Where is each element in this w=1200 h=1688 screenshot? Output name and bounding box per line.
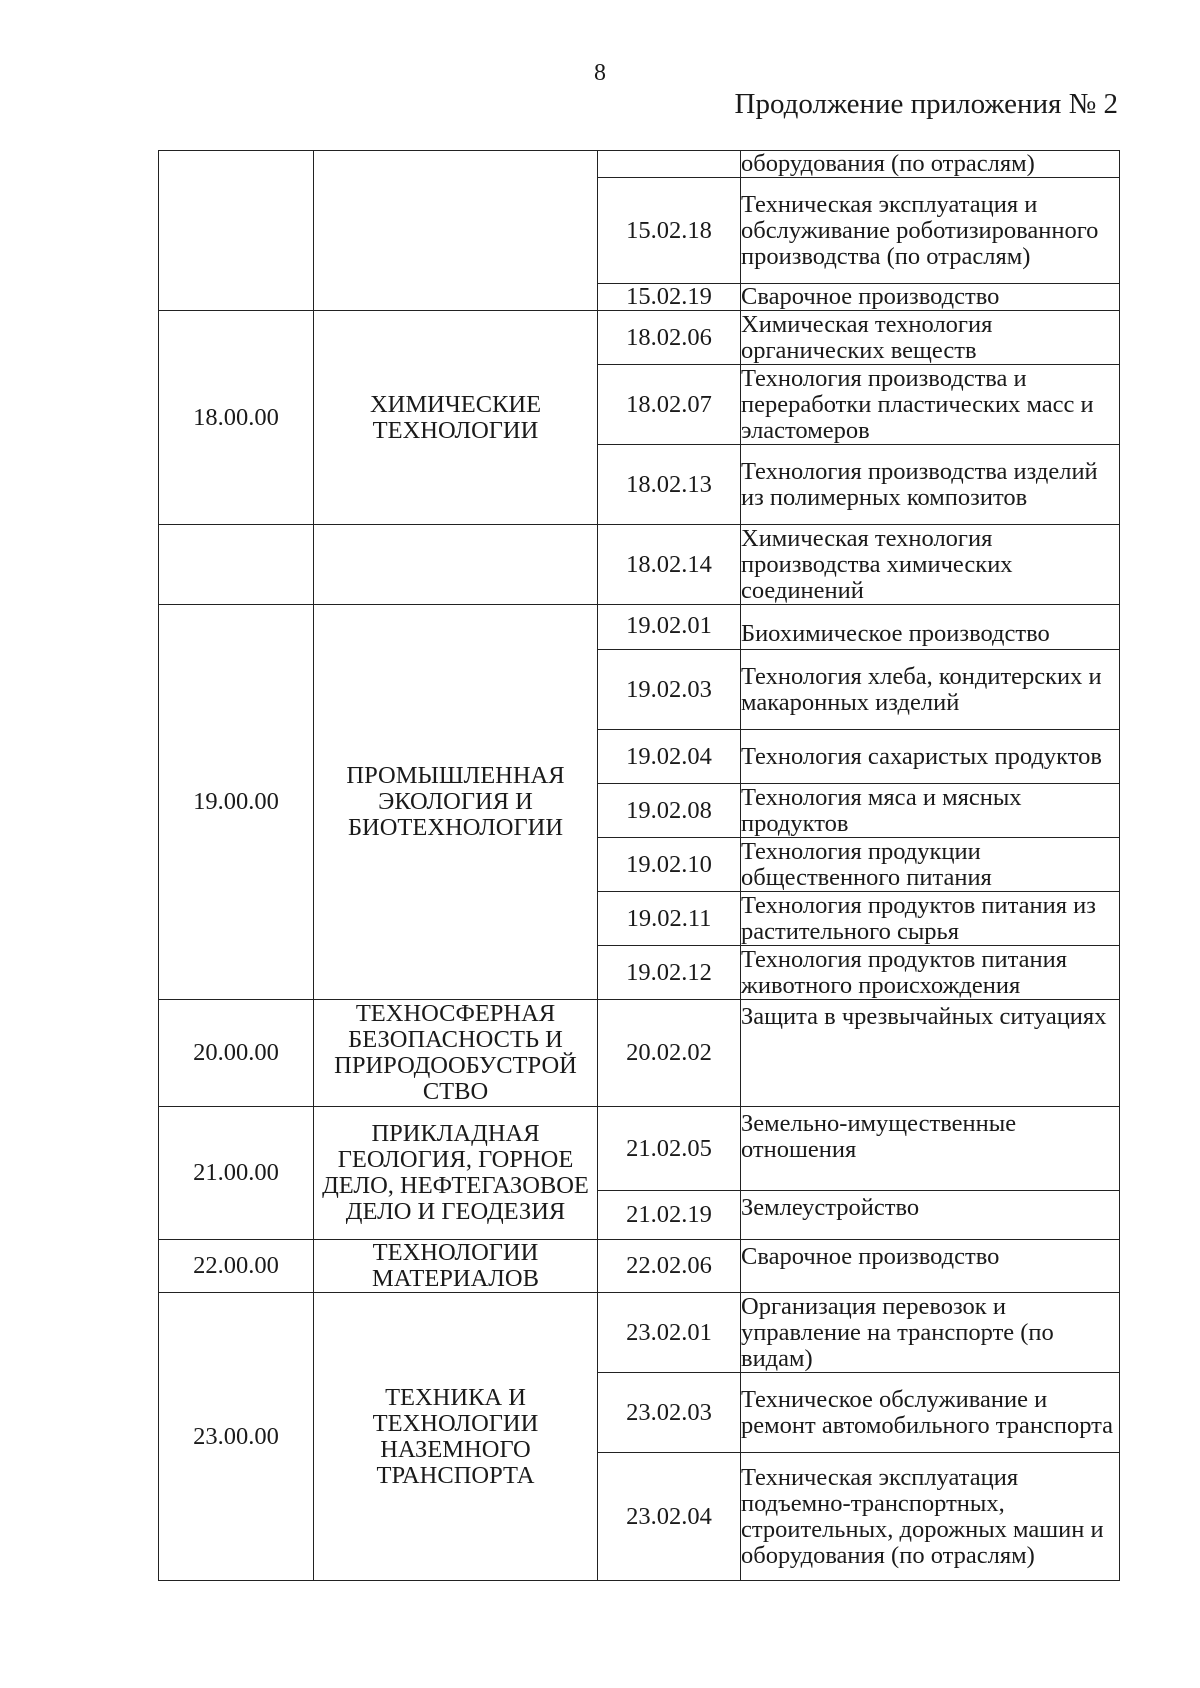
group-name-cell: ХИМИЧЕСКИЕ ТЕХНОЛОГИИ [314, 311, 598, 525]
group-code-cell: 18.00.00 [159, 311, 314, 525]
group-code-cell [159, 525, 314, 605]
specialty-name-cell: Сварочное производство [741, 1240, 1120, 1293]
specialty-name-cell: Технология мяса и мясных продуктов [741, 784, 1120, 838]
group-code-cell: 21.00.00 [159, 1107, 314, 1240]
table-row [159, 311, 1120, 365]
table-row [159, 605, 1120, 650]
table-row [159, 1240, 1120, 1293]
specialty-code-cell: 20.02.02 [598, 1000, 741, 1107]
specialty-code-cell: 15.02.18 [598, 178, 741, 284]
group-code-cell: 19.00.00 [159, 605, 314, 1000]
table-row [159, 1293, 1120, 1373]
specialty-code-cell: 18.02.06 [598, 311, 741, 365]
specialty-name-cell: Организация перевозок и управление на транспорте (по видам) [741, 1293, 1120, 1373]
specialty-name-cell: Техническая эксплуатация и обслуживание роботизированного производства (по отраслям) [741, 178, 1120, 284]
specialty-name-cell: Химическая технология производства химических соединений [741, 525, 1120, 605]
specialty-name-cell: Техническая эксплуатация подъемно-транспортных, строительных, дорожных машин и оборудования (по отраслям) [741, 1453, 1120, 1581]
specialty-code-cell: 21.02.19 [598, 1191, 741, 1240]
specialty-code-cell: 19.02.04 [598, 730, 741, 784]
specialty-code-cell: 19.02.11 [598, 892, 741, 946]
specialty-code-cell: 18.02.07 [598, 365, 741, 445]
specialty-code-cell: 23.02.01 [598, 1293, 741, 1373]
group-code-cell: 20.00.00 [159, 1000, 314, 1107]
specialty-name-cell: Технология производства и переработки пластических масс и эластомеров [741, 365, 1120, 445]
group-name-cell [314, 525, 598, 605]
specialty-code-cell [598, 151, 741, 178]
specialty-code-cell: 19.02.03 [598, 650, 741, 730]
group-code-cell [159, 151, 314, 311]
specialty-code-cell: 18.02.14 [598, 525, 741, 605]
specialty-name-cell: Химическая технология органических веществ [741, 311, 1120, 365]
table-row [159, 151, 1120, 178]
specialty-name-cell: Технология продуктов питания животного происхождения [741, 946, 1120, 1000]
group-name-cell: ТЕХНОСФЕРНАЯ БЕЗОПАСНОСТЬ И ПРИРОДООБУСТРОЙ СТВО [314, 1000, 598, 1107]
specialty-code-cell: 23.02.03 [598, 1373, 741, 1453]
group-code-cell: 23.00.00 [159, 1293, 314, 1581]
table-row [159, 1000, 1120, 1107]
specialty-name-cell: Технология продуктов питания из растительного сырья [741, 892, 1120, 946]
specialty-name-cell: Защита в чрезвычайных ситуациях [741, 1000, 1120, 1107]
specialty-code-cell: 19.02.08 [598, 784, 741, 838]
specialty-name-cell: Технология производства изделий из полимерных композитов [741, 445, 1120, 525]
group-name-cell: ПРОМЫШЛЕННАЯ ЭКОЛОГИЯ И БИОТЕХНОЛОГИИ [314, 605, 598, 1000]
specialty-code-cell: 18.02.13 [598, 445, 741, 525]
specialty-name-cell: Земельно-имущественные отношения [741, 1107, 1120, 1191]
group-name-cell: ТЕХНИКА И ТЕХНОЛОГИИ НАЗЕМНОГО ТРАНСПОРТА [314, 1293, 598, 1581]
specialty-name-cell: Технология хлеба, кондитерских и макаронных изделий [741, 650, 1120, 730]
specialty-name-cell: Биохимическое производство [741, 605, 1120, 650]
specialty-code-cell: 19.02.12 [598, 946, 741, 1000]
specialty-name-cell: Технология продукции общественного питания [741, 838, 1120, 892]
group-name-cell [314, 151, 598, 311]
specialty-code-cell: 23.02.04 [598, 1453, 741, 1581]
specialty-code-cell: 19.02.10 [598, 838, 741, 892]
page-number: 8 [594, 60, 606, 86]
specialties-table [158, 150, 1120, 1581]
specialty-code-cell: 19.02.01 [598, 605, 741, 650]
page-subtitle: Продолжение приложения № 2 [734, 88, 1118, 120]
specialty-name-cell: Землеустройство [741, 1191, 1120, 1240]
specialty-name-cell: Техническое обслуживание и ремонт автомобильного транспорта [741, 1373, 1120, 1453]
specialty-code-cell: 21.02.05 [598, 1107, 741, 1191]
group-name-cell: ТЕХНОЛОГИИ МАТЕРИАЛОВ [314, 1240, 598, 1293]
table-row [159, 525, 1120, 605]
table-row [159, 1107, 1120, 1191]
group-name-cell: ПРИКЛАДНАЯ ГЕОЛОГИЯ, ГОРНОЕ ДЕЛО, НЕФТЕГАЗОВОЕ ДЕЛО И ГЕОДЕЗИЯ [314, 1107, 598, 1240]
group-code-cell: 22.00.00 [159, 1240, 314, 1293]
specialty-code-cell: 15.02.19 [598, 284, 741, 311]
specialty-code-cell: 22.02.06 [598, 1240, 741, 1293]
specialty-name-cell: Сварочное производство [741, 284, 1120, 311]
specialty-name-cell: оборудования (по отраслям) [741, 151, 1120, 178]
specialty-name-cell: Технология сахаристых продуктов [741, 730, 1120, 784]
